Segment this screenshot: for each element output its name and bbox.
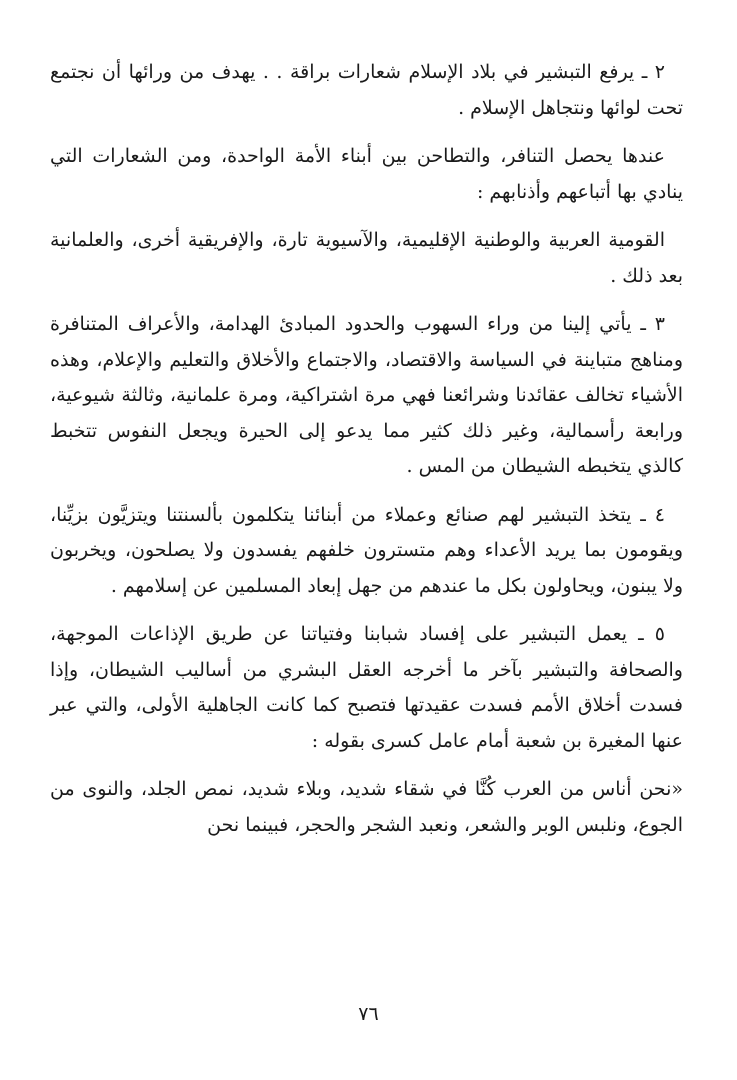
- paragraph-point-4: ٤ ـ يتخذ التبشير لهم صنائع وعملاء من أبنائنا يتكلمون بألسنتنا ويتزيَّون بزيِّنا، ويقومون بما يريد الأعداء وهم متسترون خلفهم يفسدون ولا يصلحون، ويخربون ولا يبنون، ويحاولون بكل ما عندهم من جهل إبعاد المسلمين عن إسلامهم .: [50, 503, 683, 597]
- paragraph-point-2: ٢ ـ يرفع التبشير في بلاد الإسلام شعارات براقة . . يهدف من ورائها أن نجتمع تحت لوائها ونتجاهل الإسلام .: [50, 61, 683, 119]
- paragraph-quote: «نحن أناس من العرب كُنَّا في شقاء شديد، وبلاء شديد، نمص الجلد، والنوى من الجوع، ونلبس الوبر والشعر، ونعبد الشجر والحجر، فبينما نحن: [50, 778, 683, 836]
- paragraph-slogans: القومية العربية والوطنية الإقليمية، والآسيوية تارة، والإفريقية أخرى، والعلمانية بعد ذلك .: [50, 229, 683, 287]
- page-number: ٧٦: [358, 1003, 379, 1025]
- paragraph-point-3: ٣ ـ يأتي إلينا من وراء السهوب والحدود المبادئ الهدامة، والأعراف المتنافرة ومناهج متباينة في السياسة والاقتصاد، والاجتماع والأخلاق والتعليم والإعلام، وهذه الأشياء تخالف عقائدنا وشرائعنا فهي مرة اشتراكية، ومرة علمانية، وثالثة شيوعية، ورابعة رأسمالية، وغير ذلك كثير مما يدعو إلى الحيرة ويجعل النفوس تتخبط كالذي يتخبطه الشيطان من المس .: [50, 313, 683, 477]
- paragraph-point-5: ٥ ـ يعمل التبشير على إفساد شبابنا وفتياتنا عن طريق الإذاعات الموجهة، والصحافة والتبشير بآخر ما أخرجه العقل البشري من أساليب الشيطان، وإذا فسدت أخلاق الأمم فسدت عقيدتها فتصبح كما كانت الجاهلية الأولى، والتي عبر عنها المغيرة بن شعبة أمام عامل كسرى بقوله :: [50, 623, 683, 752]
- paragraph-conflict: عندها يحصل التنافر، والتطاحن بين أبناء الأمة الواحدة، ومن الشعارات التي ينادي بها أتباعهم وأذنابهم :: [50, 145, 683, 203]
- body-text: [50, 55, 683, 856]
